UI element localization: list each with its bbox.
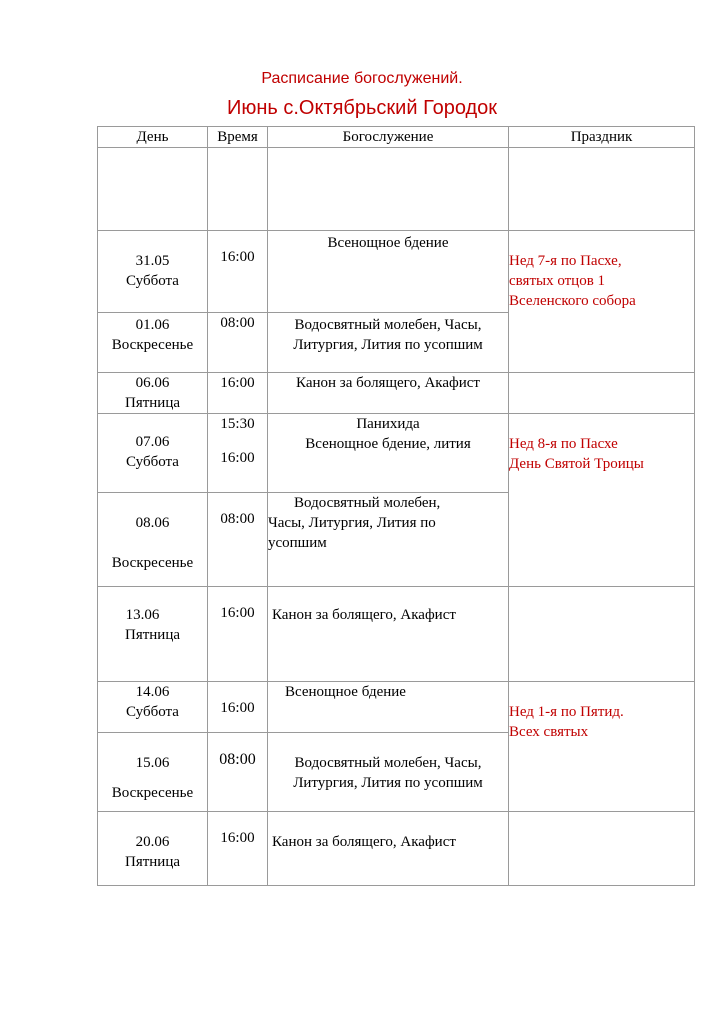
weekday: Воскресенье bbox=[111, 337, 194, 353]
service-line: Водосвятный молебен, Часы, bbox=[294, 755, 482, 771]
table-row bbox=[98, 373, 695, 414]
date: 08.06 bbox=[135, 515, 170, 531]
time: 15:30 bbox=[220, 416, 255, 432]
date: 20.06 bbox=[135, 834, 170, 850]
date: 06.06 bbox=[135, 375, 170, 391]
feast-cell bbox=[509, 587, 695, 682]
table-row bbox=[98, 231, 695, 313]
weekday: Суббота bbox=[126, 704, 179, 720]
feast-line: Всех святых bbox=[509, 724, 589, 740]
table-row bbox=[98, 587, 695, 682]
table-row bbox=[98, 682, 695, 733]
feast-line: Нед 1-я по Пятид. bbox=[509, 704, 624, 720]
time-cell bbox=[208, 733, 268, 812]
service-line: Панихида bbox=[356, 416, 420, 432]
feast-line: День Святой Троицы bbox=[509, 456, 644, 472]
weekday: Суббота bbox=[126, 454, 179, 470]
weekday: Воскресенье bbox=[111, 555, 194, 571]
service-line: Водосвятный молебен, Часы, bbox=[294, 317, 482, 333]
time-cell bbox=[208, 231, 268, 313]
weekday: Пятница bbox=[124, 627, 181, 643]
service-line: усопшим bbox=[268, 535, 327, 551]
service: Канон за болящего, Акафист bbox=[272, 607, 456, 623]
day-cell bbox=[98, 373, 208, 414]
column-header-day: День bbox=[98, 127, 208, 148]
day-cell bbox=[98, 812, 208, 886]
day-cell bbox=[98, 313, 208, 373]
time: 16:00 bbox=[220, 830, 255, 846]
service-cell bbox=[268, 231, 509, 313]
page-subtitle: Июнь с.Октябрьский Городок bbox=[226, 97, 498, 119]
feast-line: Нед 8-я по Пасхе bbox=[509, 436, 618, 452]
table-row bbox=[98, 414, 695, 493]
service-cell bbox=[268, 733, 509, 812]
feast-cell bbox=[509, 373, 695, 414]
service: Канон за болящего, Акафист bbox=[296, 375, 480, 391]
day-cell bbox=[98, 493, 208, 587]
time: 08:00 bbox=[220, 315, 255, 331]
weekday: Пятница bbox=[124, 854, 181, 870]
time-cell bbox=[208, 414, 268, 493]
column-header-feast: Праздник bbox=[509, 127, 695, 148]
service-line: Водосвятный молебен, bbox=[294, 495, 441, 511]
date: 31.05 bbox=[135, 253, 170, 269]
service-cell bbox=[268, 313, 509, 373]
weekday: Пятница bbox=[124, 395, 181, 411]
service-cell bbox=[268, 587, 509, 682]
column-header-time: Время bbox=[208, 127, 268, 148]
schedule-table bbox=[97, 126, 695, 886]
time-cell bbox=[208, 587, 268, 682]
feast-cell bbox=[509, 812, 695, 886]
date: 13.06 bbox=[125, 607, 160, 623]
time-cell bbox=[208, 313, 268, 373]
time: 08:00 bbox=[219, 751, 256, 768]
feast-line: Вселенского собора bbox=[509, 293, 636, 309]
day-cell bbox=[98, 231, 208, 313]
day-cell bbox=[98, 682, 208, 733]
time: 16:00 bbox=[220, 450, 255, 466]
column-header-service: Богослужение bbox=[268, 127, 509, 148]
date: 15.06 bbox=[135, 755, 170, 771]
service: Всенощное бдение bbox=[327, 235, 449, 251]
empty-row bbox=[98, 148, 695, 231]
service-cell bbox=[268, 812, 509, 886]
time-cell bbox=[208, 373, 268, 414]
service-cell bbox=[268, 373, 509, 414]
service-line: Всенощное бдение, лития bbox=[305, 436, 471, 452]
service-line: Литургия, Лития по усопшим bbox=[293, 775, 483, 791]
service-cell bbox=[268, 493, 509, 587]
feast-cell bbox=[509, 231, 695, 373]
feast-line: святых отцов 1 bbox=[509, 273, 606, 289]
page-title: Расписание богослужений. bbox=[261, 70, 463, 87]
service-line: Литургия, Лития по усопшим bbox=[293, 337, 483, 353]
date: 14.06 bbox=[135, 684, 170, 700]
day-cell bbox=[98, 733, 208, 812]
time: 16:00 bbox=[220, 605, 255, 621]
table-row bbox=[98, 812, 695, 886]
service-cell bbox=[268, 682, 509, 733]
service: Канон за болящего, Акафист bbox=[272, 834, 456, 850]
service-line: Часы, Литургия, Лития по bbox=[268, 515, 436, 531]
date: 01.06 bbox=[135, 317, 170, 333]
table-header-row bbox=[98, 127, 695, 148]
feast-line: Нед 7-я по Пасхе, bbox=[509, 253, 622, 269]
date: 07.06 bbox=[135, 434, 170, 450]
time: 16:00 bbox=[220, 249, 255, 265]
time: 08:00 bbox=[220, 511, 255, 527]
time: 16:00 bbox=[220, 700, 255, 716]
service: Всенощное бдение bbox=[285, 684, 406, 700]
service-cell bbox=[268, 414, 509, 493]
weekday: Суббота bbox=[126, 273, 179, 289]
day-cell bbox=[98, 587, 208, 682]
time-cell bbox=[208, 682, 268, 733]
time: 16:00 bbox=[220, 375, 255, 391]
feast-cell bbox=[509, 414, 695, 587]
time-cell bbox=[208, 812, 268, 886]
day-cell bbox=[98, 414, 208, 493]
time-cell bbox=[208, 493, 268, 587]
weekday: Воскресенье bbox=[111, 785, 194, 801]
feast-cell bbox=[509, 682, 695, 812]
